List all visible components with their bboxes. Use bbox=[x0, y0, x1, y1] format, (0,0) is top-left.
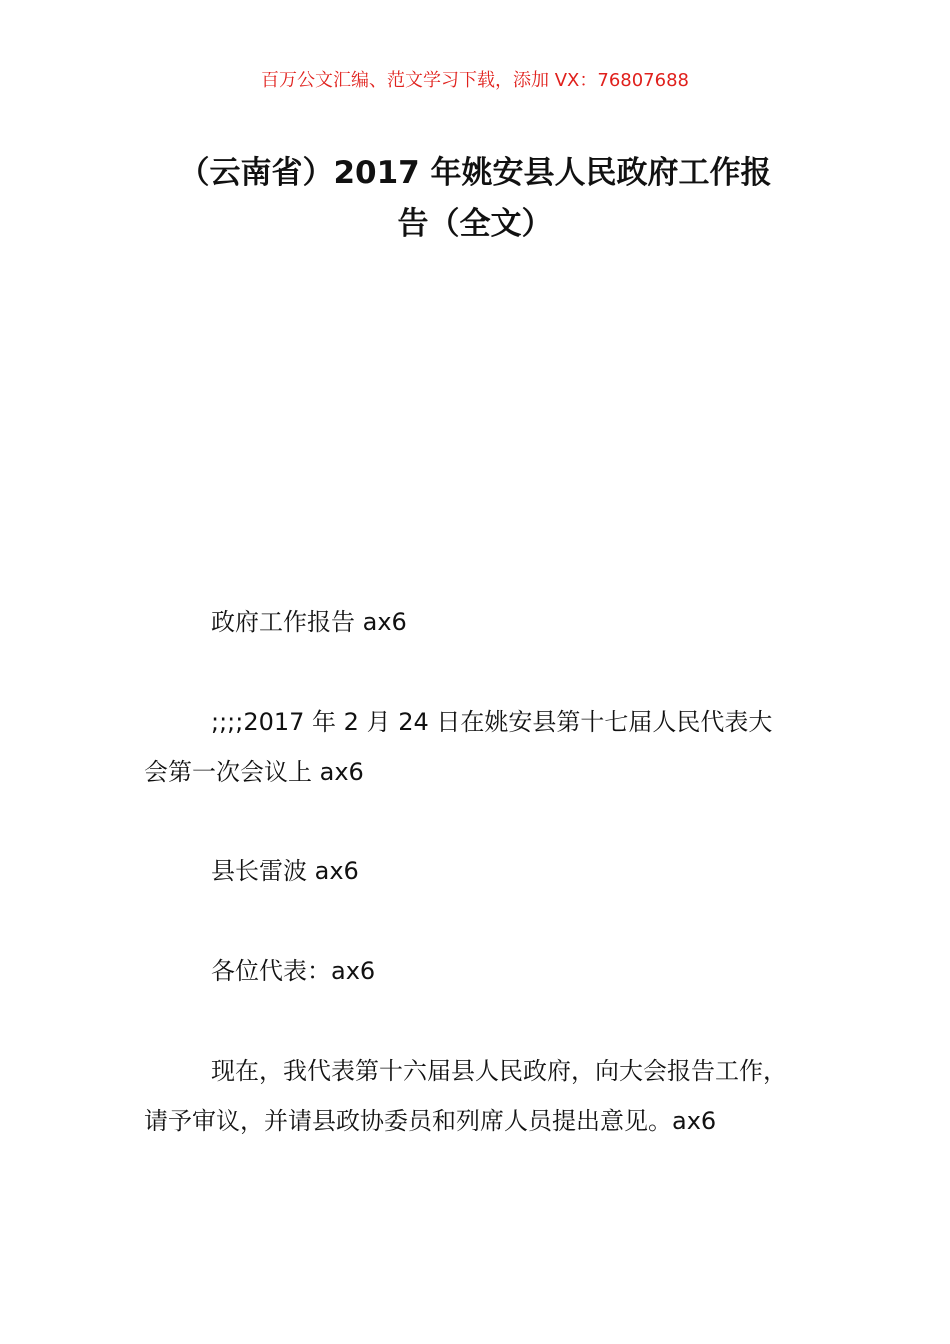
paragraph-speaker bbox=[144, 846, 834, 896]
paragraph-report-heading bbox=[144, 597, 834, 647]
paragraph-line: 各位代表：ax6 bbox=[211, 957, 376, 985]
paragraph-line: 县长雷波 ax6 bbox=[211, 857, 359, 885]
paragraph-line: 现在，我代表第十六届县人民政府，向大会报告工作， bbox=[211, 1057, 787, 1085]
paragraph-opening bbox=[144, 1046, 834, 1146]
title-line-1: （云南省）2017 年姚安县人民政府工作报 bbox=[178, 155, 772, 191]
paragraph-meeting-date bbox=[144, 697, 834, 797]
title-line-2: 告（全文） bbox=[397, 206, 553, 242]
paragraph-salutation bbox=[144, 946, 834, 996]
document-title bbox=[140, 148, 810, 250]
header-watermark-note: 百万公文汇编、范文学习下载，添加 VX：76807688 bbox=[261, 70, 689, 91]
paragraph-line: 政府工作报告 ax6 bbox=[211, 608, 407, 636]
paragraph-line-continued: 请予审议，并请县政协委员和列席人员提出意见。ax6 bbox=[144, 1107, 717, 1135]
paragraph-line-continued: 会第一次会议上 ax6 bbox=[144, 758, 364, 786]
paragraph-line: ;;;;2017 年 2 月 24 日在姚安县第十七届人民代表大 bbox=[211, 708, 773, 736]
